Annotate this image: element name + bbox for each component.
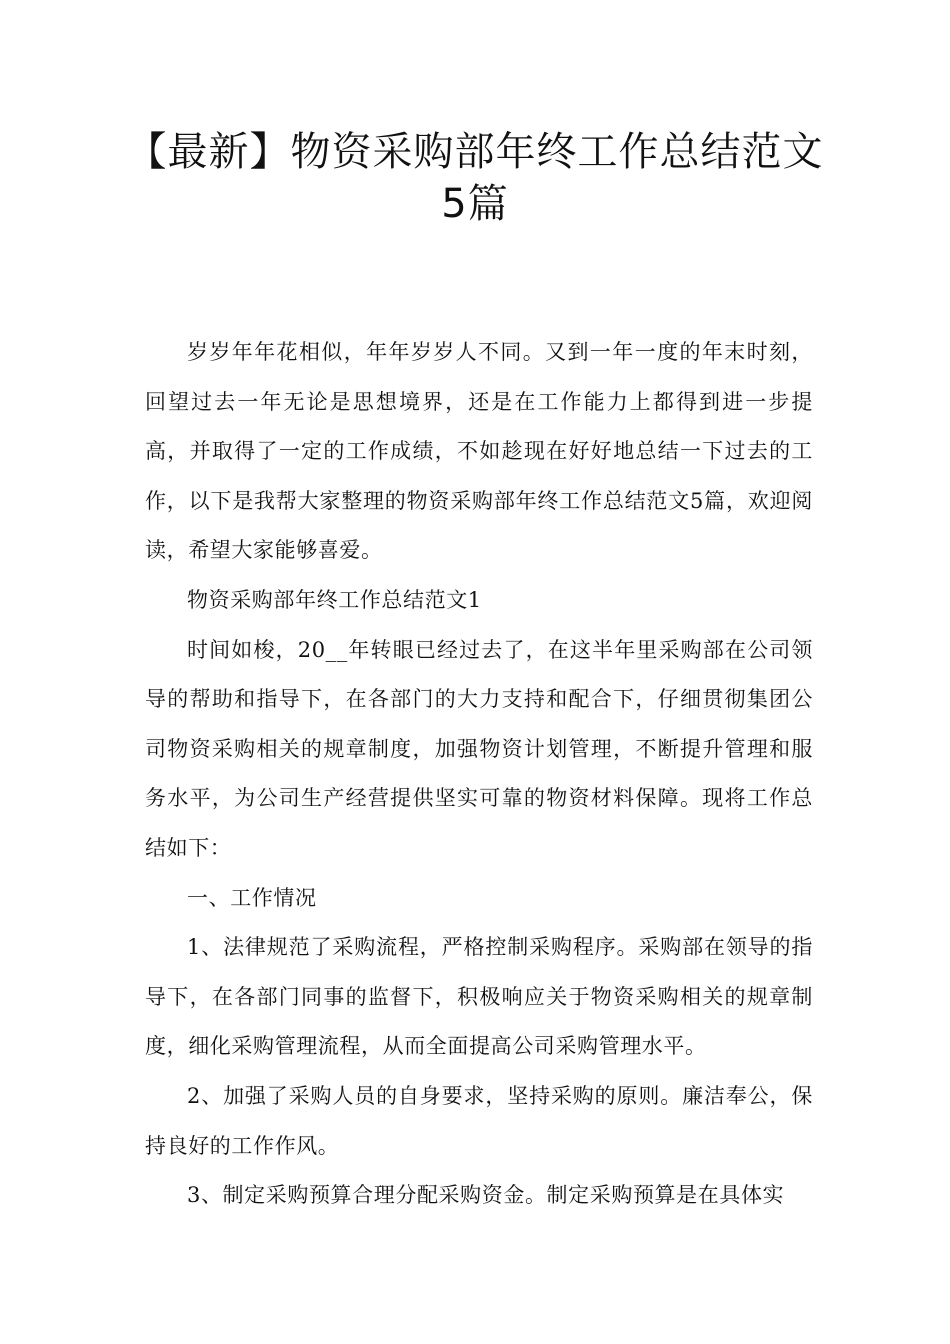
subsection-heading: 一、工作情况 [187, 885, 317, 910]
document-title [120, 126, 830, 230]
list-item-paragraph: 3、制定采购预算合理分配采购资金。制定采购预算是在具体实 [187, 1183, 785, 1208]
body-paragraph: 时间如梭，20__年转眼已经过去了，在这半年里采购部在公司领导的帮助和指导下，在各部门的大力支持和配合下，仔细贯彻集团公司物资采购相关的规章制度，加强物资计划管理，不断提升管理和服务水平，为公司生产经营提供坚实可靠的物资材料保障。现将工作总结如下： [145, 637, 813, 860]
title-line-1: 【最新】物资采购部年终工作总结范文 [126, 129, 824, 175]
title-line-2: 5篇 [441, 181, 509, 227]
intro-paragraph: 岁岁年年花相似，年年岁岁人不同。又到一年一度的年末时刻，回望过去一年无论是思想境界，还是在工作能力上都得到进一步提高，并取得了一定的工作成绩，不如趁现在好好地总结一下过去的工作，以下是我帮大家整理的物资采购部年终工作总结范文5篇，欢迎阅读，希望大家能够喜爱。 [145, 340, 813, 563]
list-item-paragraph: 1、法律规范了采购流程，严格控制采购程序。采购部在领导的指导下，在各部门同事的监督下，积极响应关于物资采购相关的规章制度，细化采购管理流程，从而全面提高公司采购管理水平。 [145, 935, 813, 1059]
document-body [145, 328, 813, 1221]
list-item-paragraph: 2、加强了采购人员的自身要求，坚持采购的原则。廉洁奉公，保持良好的工作作风。 [145, 1083, 813, 1158]
section-heading: 物资采购部年终工作总结范文1 [187, 587, 482, 612]
